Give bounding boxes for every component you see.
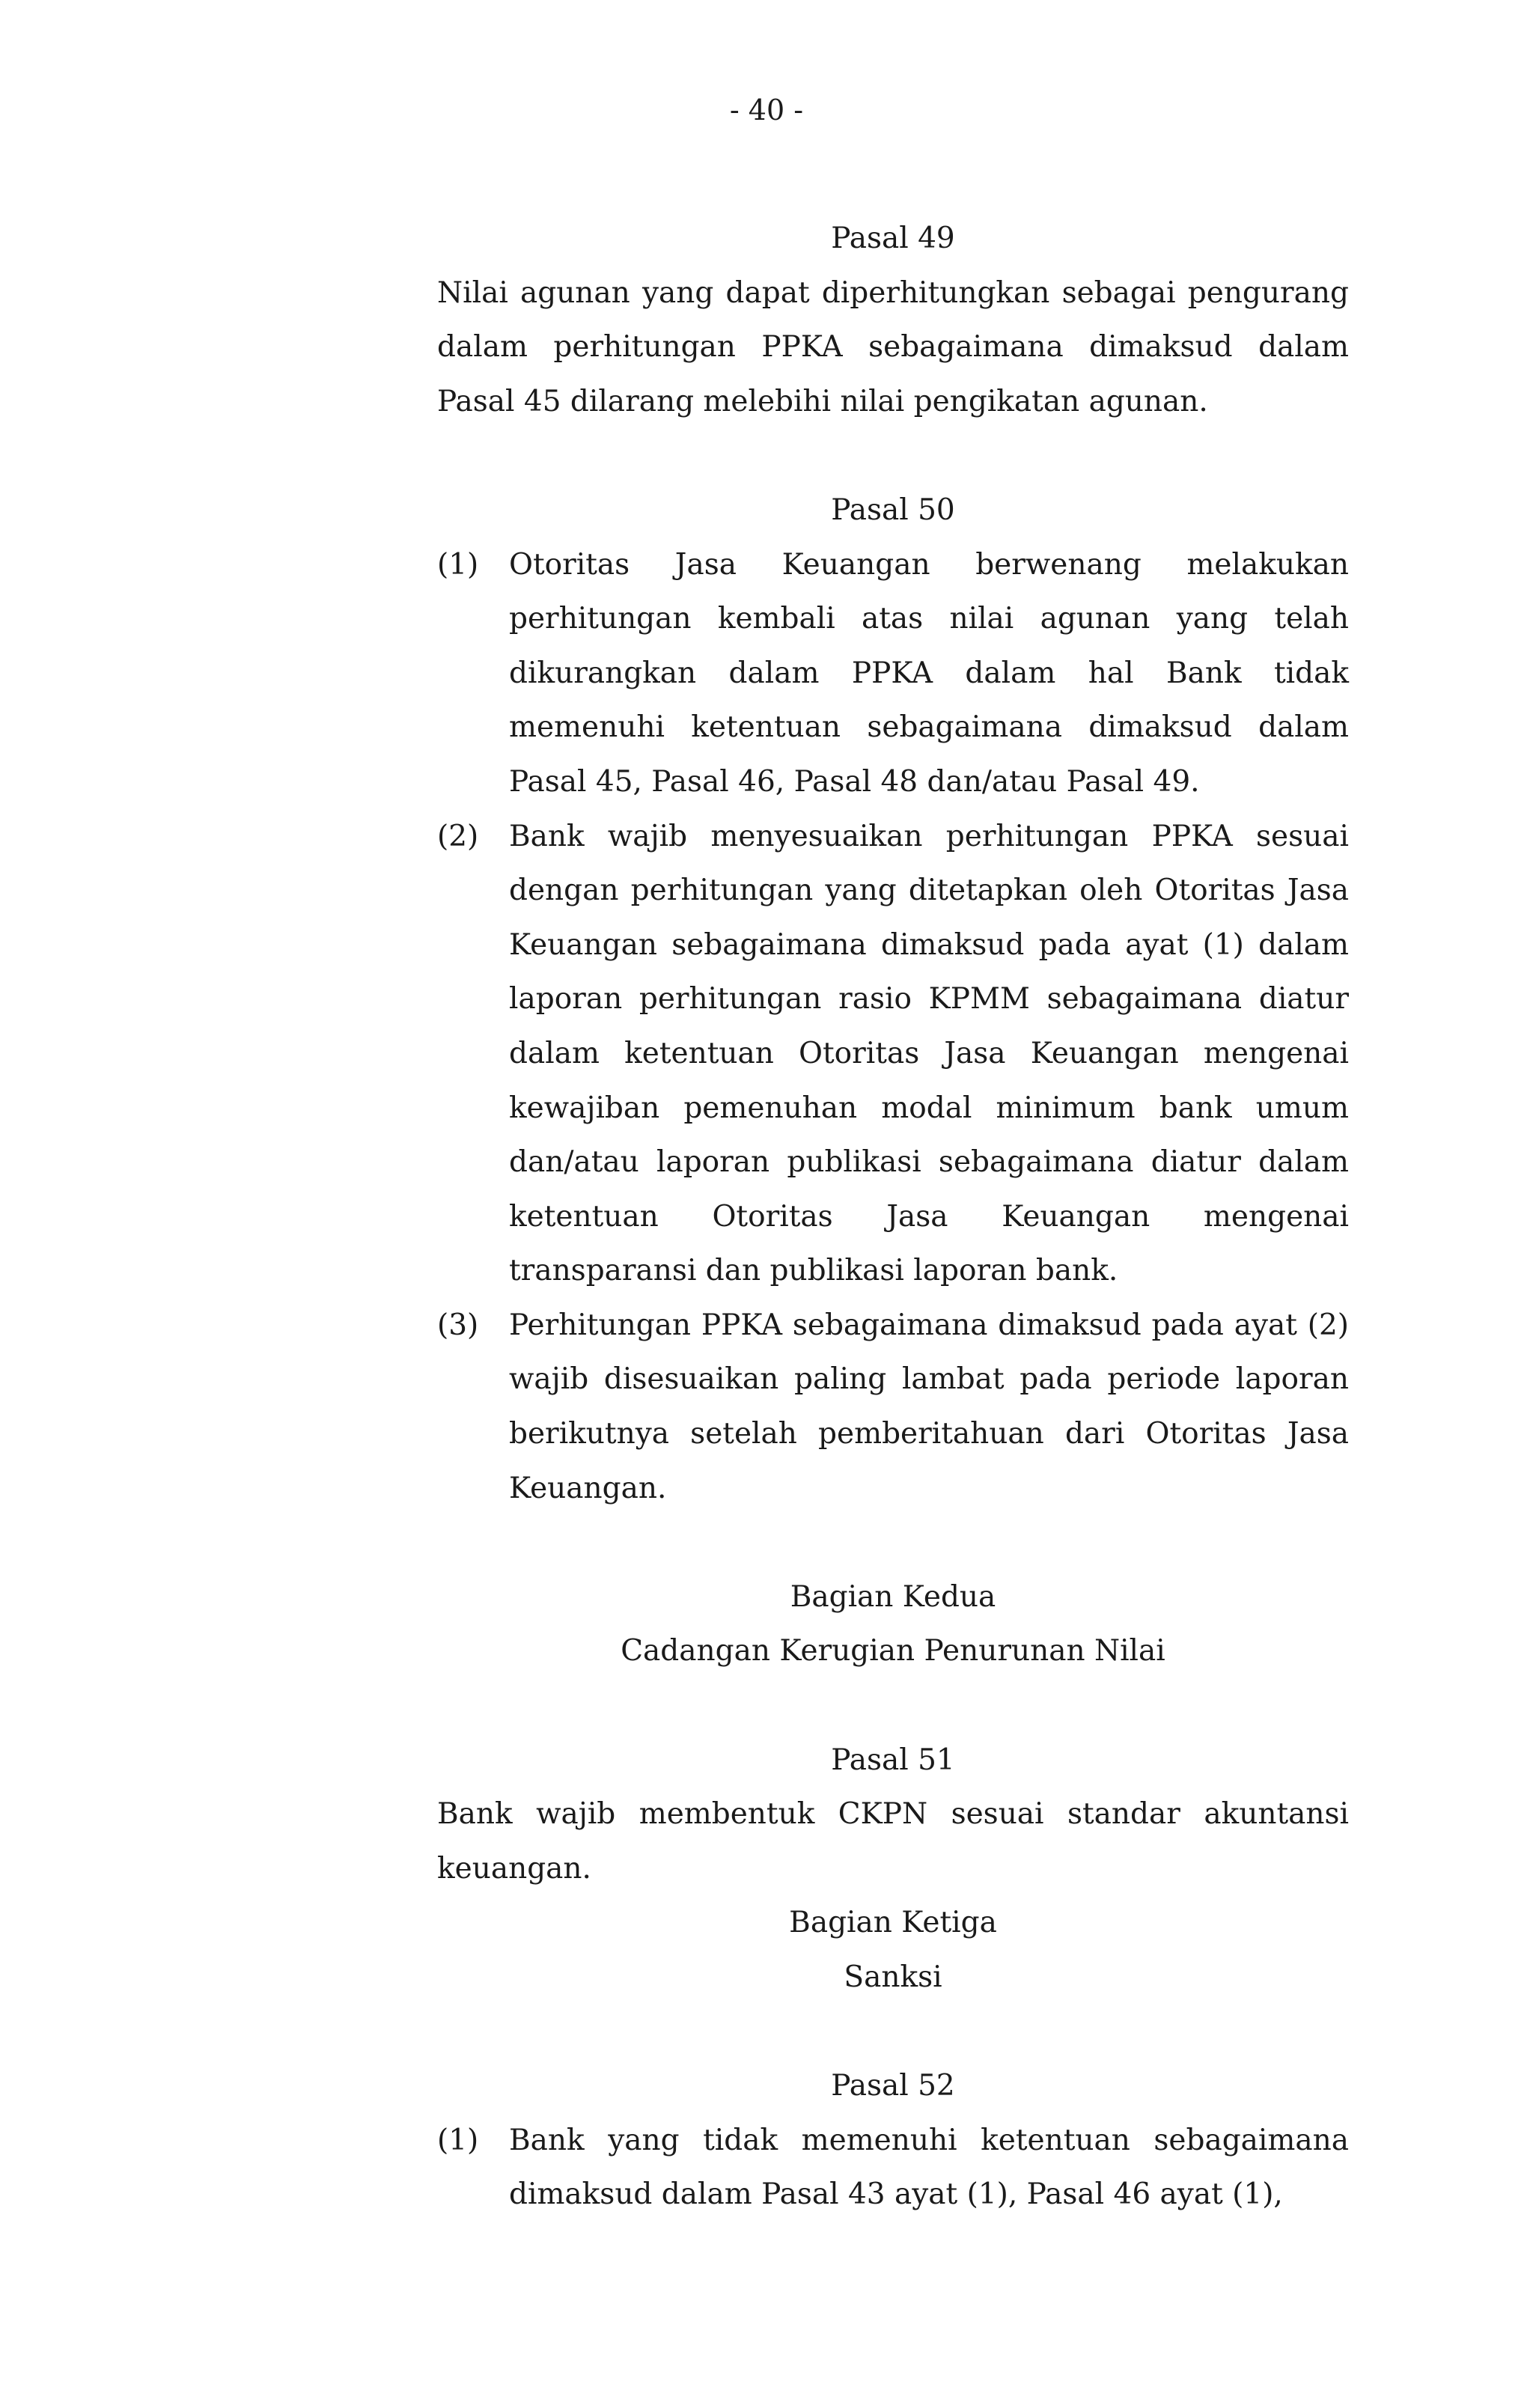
item-number: (3) [437,1308,479,1342]
spacer [437,1679,1349,1734]
item-number: (2) [437,819,479,853]
pasal-50-item-1 [437,538,1349,810]
pasal-52-item-1 [437,2114,1349,2222]
item-text: Perhitungan PPKA sebagaimana dimaksud pada ayat (2) wajib disesuaikan paling lambat pada periode laporan berikutnya setelah pemberitahuan dari Otoritas Jasa Keuangan. [509,1308,1349,1505]
pasal-52-heading: Pasal 52 [831,2069,955,2103]
pasal-49-text: Nilai agunan yang dapat diperhitungkan sebagai pengurang dalam perhitungan PPKA sebagaimana dimaksud dalam Pasal 45 dilarang melebihi nilai pengikatan agunan. [437,275,1349,418]
page-number: - 40 - [729,94,804,127]
bagian-ketiga-subtitle: Sanksi [844,1960,942,1994]
item-number: (1) [437,547,479,582]
spacer [437,2005,1349,2060]
spacer [437,1516,1349,1570]
pasal-50-item-3 [437,1299,1349,1516]
item-text: Bank yang tidak memenuhi ketentuan sebagaimana dimaksud dalam Pasal 43 ayat (1), Pasal 46 ayat (1), [509,2123,1349,2212]
pasal-51-heading: Pasal 51 [831,1743,955,1777]
spacer [437,429,1349,484]
item-number: (1) [437,2123,479,2157]
pasal-50-heading: Pasal 50 [831,493,955,527]
bagian-kedua-title: Bagian Kedua [790,1579,996,1614]
pasal-51-text: Bank wajib membentuk CKPN sesuai standar akuntansi keuangan. [437,1797,1349,1886]
pasal-49-heading: Pasal 49 [831,222,955,255]
pasal-50-item-2 [437,810,1349,1299]
item-text: Otoritas Jasa Keuangan berwenang melakukan perhitungan kembali atas nilai agunan yang telah dikurangkan dalam PPKA dalam hal Bank tidak memenuhi ketentuan sebagaimana dimaksud dalam Pasal 45, Pasal 46, Pasal 48 dan/atau Pasal 49. [509,547,1349,799]
bagian-kedua-subtitle: Cadangan Kerugian Penurunan Nilai [621,1634,1165,1668]
item-text: Bank wajib menyesuaikan perhitungan PPKA sesuai dengan perhitungan yang ditetapkan oleh Otoritas Jasa Keuangan sebagaimana dimaksud pada ayat (1) dalam laporan perhitungan rasio KPMM sebagaimana diatur dalam ketentuan Otoritas Jasa Keuangan mengenai kewajiban pemenuhan modal minimum bank umum dan/atau laporan publikasi sebagaimana diatur dalam ketentuan Otoritas Jasa Keuangan mengenai transparansi dan publikasi laporan bank. [509,819,1349,1288]
bagian-ketiga-title: Bagian Ketiga [789,1906,997,1940]
document-body [437,212,1349,2222]
